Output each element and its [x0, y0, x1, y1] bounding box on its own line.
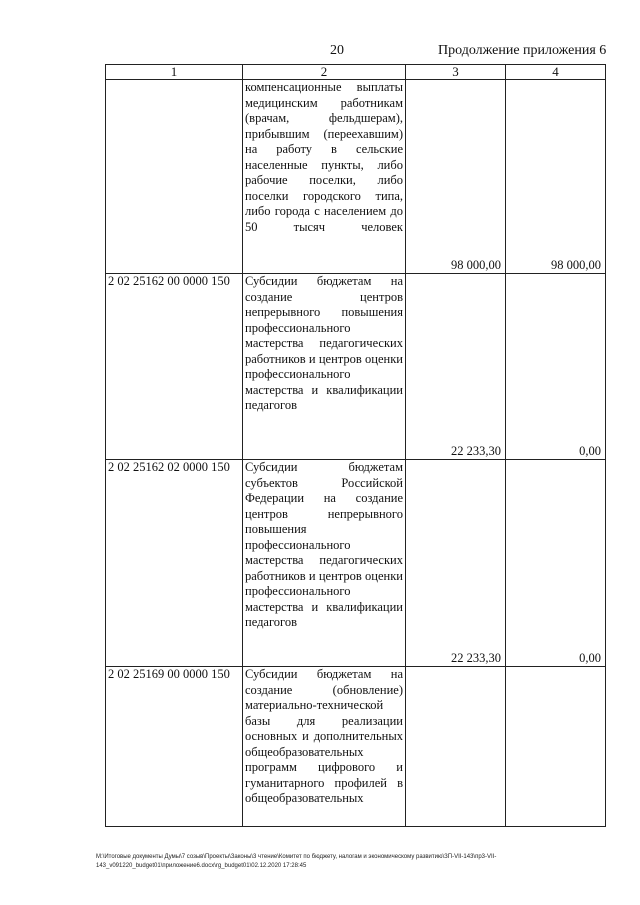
row-code: 2 02 25162 00 0000 150 [106, 274, 243, 460]
budget-table [105, 64, 606, 827]
row-amount-1: 98 000,00 [406, 80, 506, 274]
row-amount-1: 22 233,30 [406, 274, 506, 460]
row-code: 2 02 25162 02 0000 150 [106, 460, 243, 667]
row-description: Субсидии бюджетам субъектов Российской Федерации на создание центров непрерывного повышения профессионального мастерства педагогических работников и центров оценки профессионального мастерства и квалификации педагогов [243, 460, 406, 667]
row-amount-1: 22 233,30 [406, 460, 506, 667]
continuation-label: Продолжение приложения 6 [438, 43, 607, 58]
document-path-footer: M:\Итоговые документы Думы\7 созыв\Проекты\Законы\3 чтение\Комитет по бюджету, налогам и экономическому развитию\ЗП-VII-143\пр3-VII-143_v091220_budget01\приложение6.docx\rg_budget01\02.12.2020 17:28:45 [96, 854, 497, 869]
column-header-1: 1 [106, 65, 243, 80]
table-row [106, 274, 606, 460]
column-header-2: 2 [243, 65, 406, 80]
row-amount-2: 0,00 [506, 460, 606, 667]
table-row [106, 460, 606, 667]
row-amount-1 [406, 667, 506, 827]
row-amount-2: 98 000,00 [506, 80, 606, 274]
row-description: Субсидии бюджетам на создание центров непрерывного повышения профессионального мастерства педагогических работников и центров оценки профессионального мастерства и квалификации педагогов [243, 274, 406, 460]
row-code: 2 02 25169 00 0000 150 [106, 667, 243, 827]
column-header-3: 3 [406, 65, 506, 80]
table-header-row [106, 65, 606, 80]
column-header-4: 4 [506, 65, 606, 80]
table-row [106, 80, 606, 274]
page-number: 20 [330, 43, 344, 58]
row-description: компенсационные выплаты медицинским работникам (врачам, фельдшерам), прибывшим (переехавшим) на работу в сельские населенные пункты, либо рабочие поселки, либо поселки городского типа, либо города с населением до 50 тысяч человек [243, 80, 406, 274]
row-description: Субсидии бюджетам на создание (обновление) материально-технической базы для реализации основных и дополнительных общеобразовательных программ цифрового и гуманитарного профилей в общеобразовательных [243, 667, 406, 827]
row-code [106, 80, 243, 274]
row-amount-2: 0,00 [506, 274, 606, 460]
table-row [106, 667, 606, 827]
row-amount-2 [506, 667, 606, 827]
